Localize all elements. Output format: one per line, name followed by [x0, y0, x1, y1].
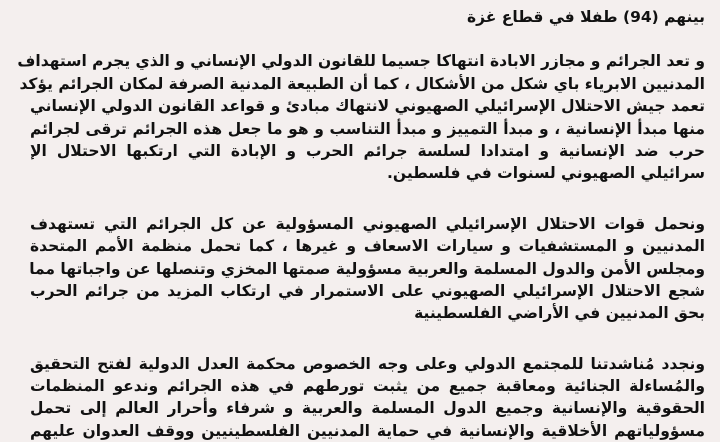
- paragraph-1-line-2: المدنيين الابرياء باي شكل من الأشكال ، كما أن الطبيعة المدنية الصرفة لمكان الجرائم يؤكد: [19, 74, 705, 93]
- document-text: [17, 6, 705, 442]
- paragraph-spacer: [30, 28, 705, 50]
- top-line: بينهم (94) طفلا في قطاع غزة: [467, 8, 705, 26]
- paragraph-1-line-5: حرب ضد الإنسانية و امتدادا لسلسة جرائم الحرب و الإبادة التي ارتكبها الاحتلال الإ: [30, 141, 705, 160]
- paragraph-1-line-4: منها مبدأ الإنسانية ، و مبدأ التمييز و مبدأ التناسب و هو ما جعل هذه الجرائم ترقى لجرائم: [30, 119, 705, 138]
- paragraph-spacer: [30, 325, 705, 353]
- paragraph-3-line-4: مسؤولياتهم الأخلاقية والإنسانية في حماية المدنيين الفلسطينيين ووقف العدوان عليهم: [30, 421, 705, 440]
- paragraph-2-line-5: بحق المدنيين في الأراضي الفلسطينية: [414, 304, 705, 323]
- paragraph-2-line-3: ومجلس الأمن والدول المسلمة والعربية مسؤولية صمتها المخزي وتنصلها عن واجباتها مما: [29, 259, 705, 278]
- paragraph-1-line-6: سرائيلي الصهيوني لسنوات في فلسطين.: [387, 164, 705, 183]
- paragraph-3-line-3: الحقوقية والإنسانية وجميع الدول المسلمة والعربية و شرفاء وأحرار العالم إلى تحمل: [30, 399, 705, 418]
- paragraph-2: [30, 213, 705, 325]
- paragraph-2-line-4: شجع الاحتلال الإسرائيلي الصهيوني على الاستمرار في ارتكاب المزيد من جرائم الحرب: [30, 281, 705, 300]
- paragraph-3-line-1: ونجدد مُناشدتنا للمجتمع الدولي وعلى وجه الخصوص محكمة العدل الدولية لفتح التحقيق: [30, 354, 705, 373]
- paragraph-3-line-2: والمُساءلة الجنائية ومعاقبة جميع من يثبت تورطهم في هذه الجرائم وندعو المنظمات: [30, 377, 705, 396]
- paragraph-1-line-3: تعمد جيش الاحتلال الإسرائيلي الصهيوني لانتهاك مبادئ و قواعد القانون الدولي الإنساني: [30, 97, 705, 116]
- paragraph-2-line-2: المدنيين و المستشفيات و سيارات الاسعاف و غيرها ، كما تحمل منظمة الأمم المتحدة: [30, 237, 705, 256]
- paragraph-1: [17, 50, 705, 184]
- paragraph-3: [30, 353, 705, 442]
- paragraph-spacer: [30, 185, 705, 213]
- paragraph-1-line-1: و تعد الجرائم و مجازر الابادة انتهاكا جسيما للقانون الدولي الإنساني و الذي يجرم استهداف: [17, 52, 705, 71]
- paragraph-2-line-1: ونحمل قوات الاحتلال الإسرائيلي الصهيوني المسؤولية عن كل الجرائم التي تستهدف: [30, 214, 705, 233]
